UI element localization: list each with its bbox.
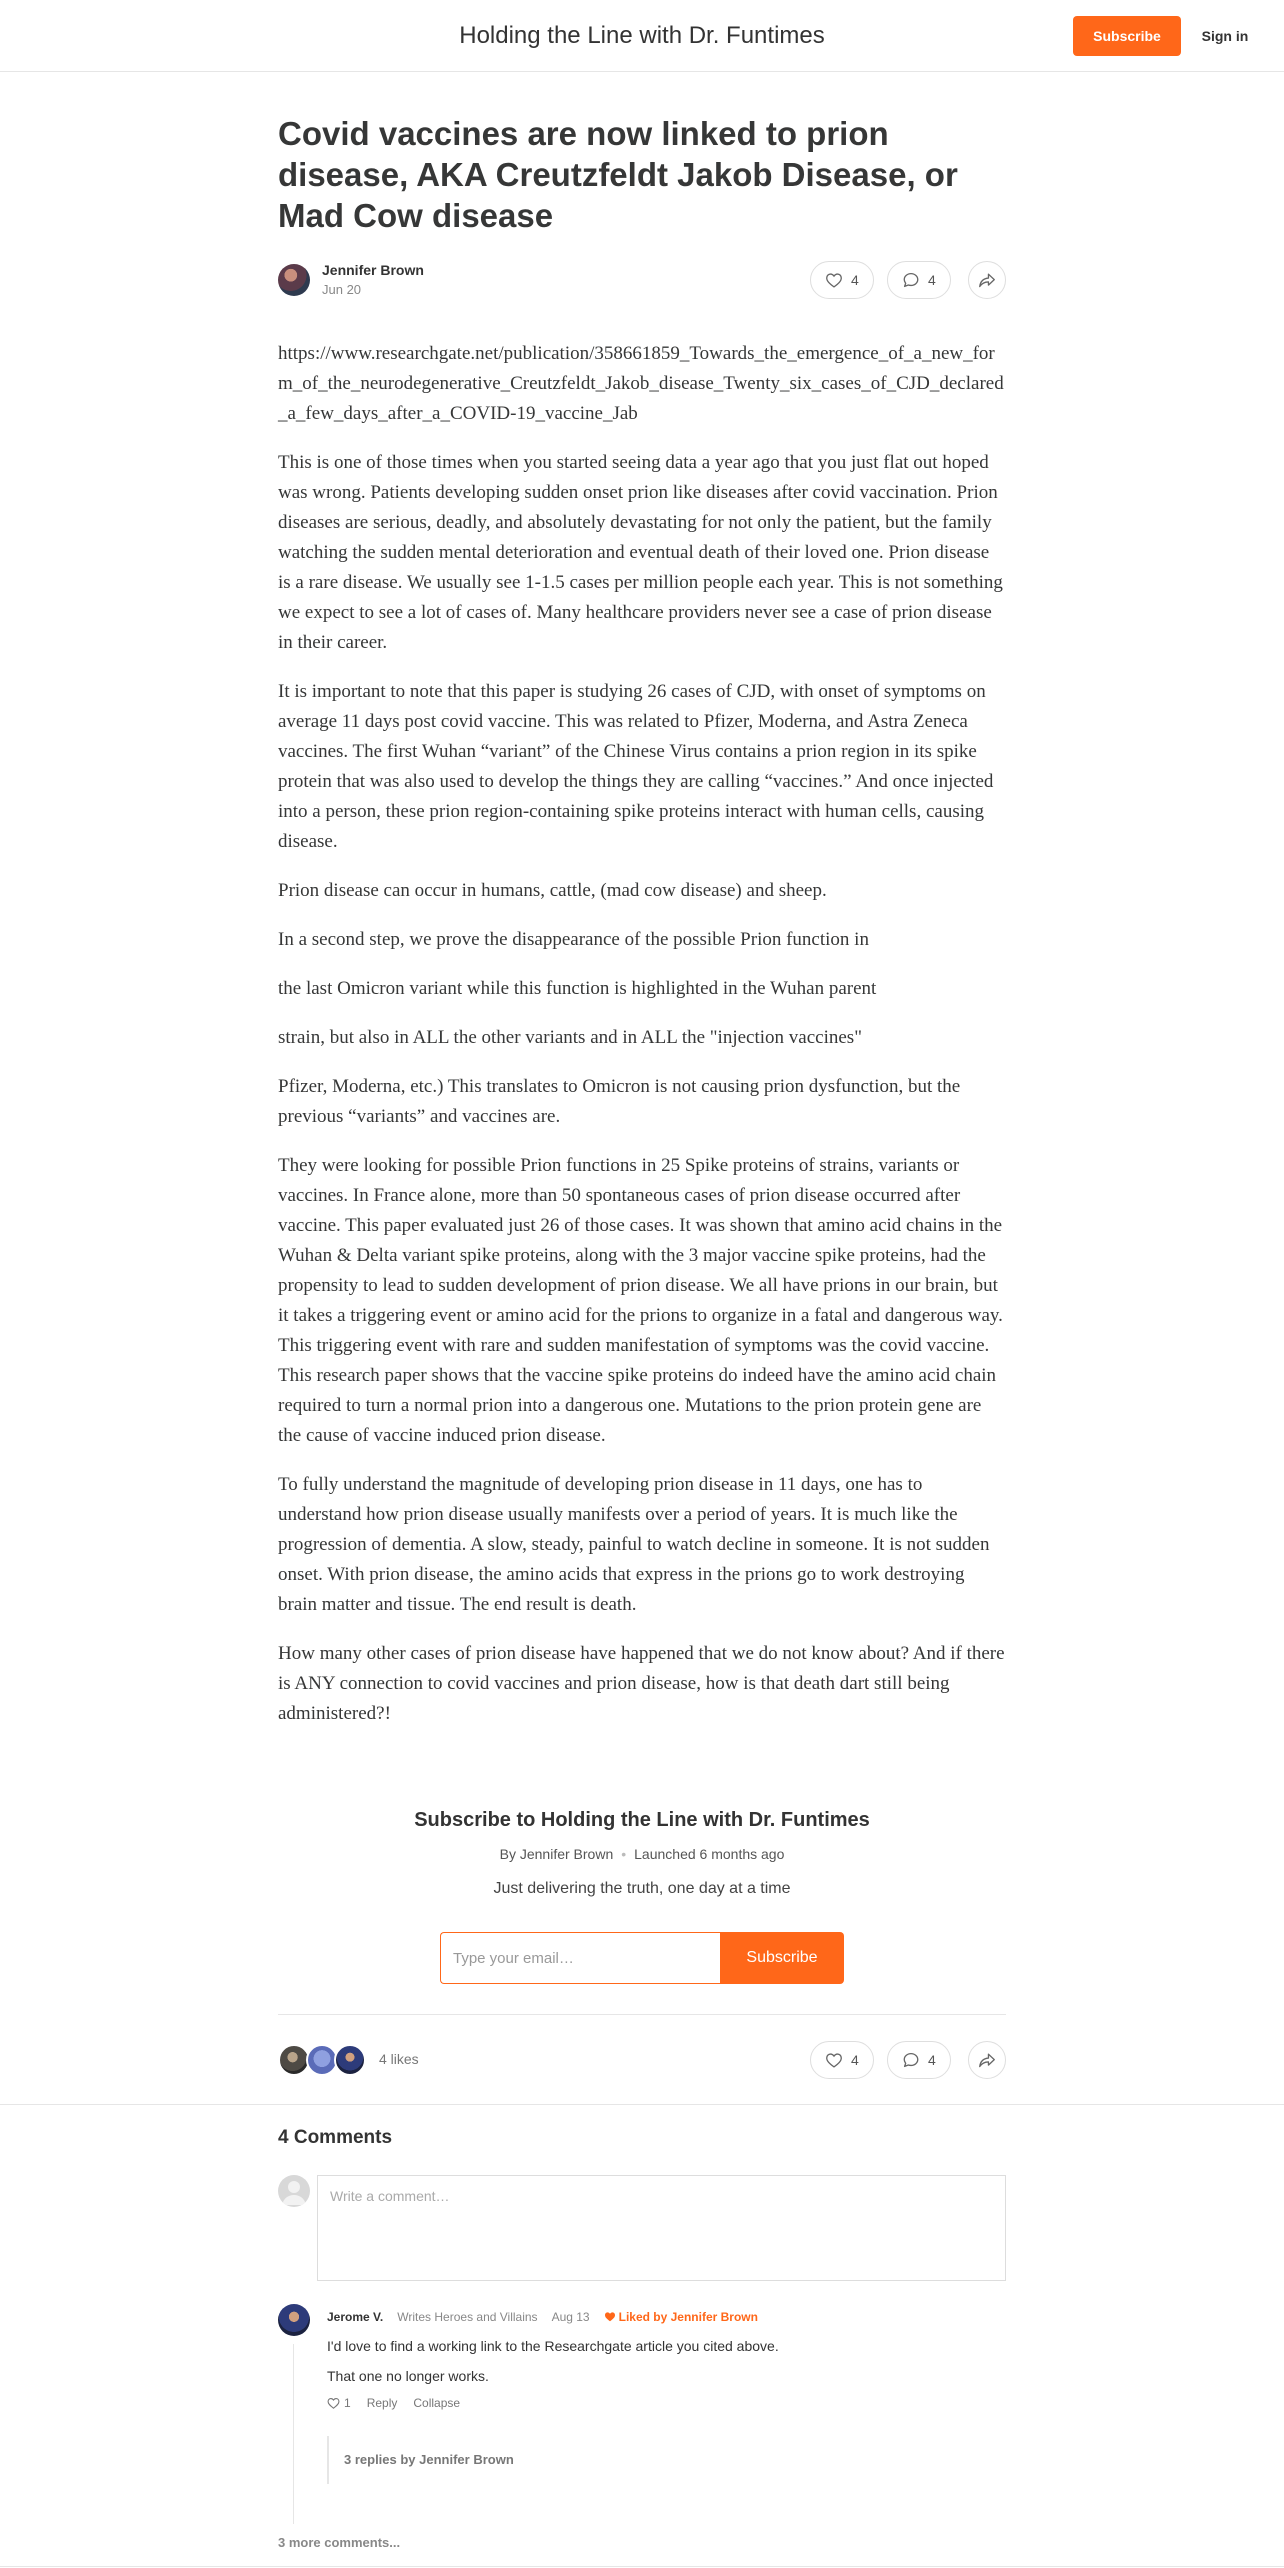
- commenter-name[interactable]: Jerome V.: [327, 2310, 384, 2324]
- comment-icon: [902, 271, 920, 289]
- paragraph: How many other cases of prion disease have happened that we do not know about? And if there is ANY connection to covid vaccines and prion disease, how is that death dart still being administered?!: [278, 1643, 1005, 1724]
- commenter-avatar[interactable]: [278, 2304, 310, 2336]
- user-avatar-placeholder: [278, 2175, 310, 2207]
- thread-line: [293, 2344, 294, 2524]
- liked-by-author: [604, 2310, 758, 2324]
- like-button[interactable]: [810, 261, 874, 299]
- like-count: 4: [851, 2052, 859, 2068]
- comment-actions: [327, 2396, 460, 2410]
- header-subscribe-button[interactable]: Subscribe: [1073, 16, 1181, 56]
- heart-icon: [327, 2397, 340, 2409]
- paragraph: They were looking for possible Prion functions in 25 Spike proteins of strains, variants or vaccines. In France alone, more than 50 spontaneous cases of prion disease occurred after vaccine. This paper evaluated just 26 of those cases. It was shown that amino acid chains in the Wuhan & Delta variant spike proteins, along with the 3 major vaccine spike proteins, had the propensity to lead to sudden development of prion disease. We all have prions in our brain, but it takes a triggering event or amino acid for the prions to organize in a fatal and dangerous way. This triggering event with rare and sudden manifestation of symptoms was the covid vaccine. This research paper shows that the vaccine spike proteins do indeed have the amino acid chain required to turn a normal prion into a dangerous one. Mutations to the prion protein gene are the cause of vaccine induced prion disease.: [278, 1155, 1003, 1446]
- footer-divider: [0, 2566, 1284, 2567]
- source-link[interactable]: https://www.researchgate.net/publication/358661859_Towards_the_emergence_of_a_new_form_of_the_neurodegenerative_Creutzfeldt_Jakob_disease_Twenty_six_cases_of_CJD_declared_a_few_days_after_a_COVID-19_vaccine_Jab: [278, 343, 1004, 424]
- comment-count: 4: [928, 2052, 936, 2068]
- comment-like-button[interactable]: [327, 2396, 351, 2410]
- comment-header: [327, 2309, 758, 2325]
- heart-filled-icon: [604, 2311, 616, 2322]
- separator-dot: •: [621, 1846, 627, 1862]
- subscribe-description: Just delivering the truth, one day at a time: [493, 1880, 791, 1897]
- author-avatar[interactable]: [278, 264, 310, 296]
- comment-icon: [902, 2051, 920, 2069]
- comment-count: 4: [928, 272, 936, 288]
- subscribe-button[interactable]: Subscribe: [720, 1932, 844, 1984]
- user-icon: [278, 2175, 310, 2207]
- comment-like-count: 1: [344, 2396, 351, 2410]
- subscribe-meta: [278, 1844, 1006, 1864]
- more-comments-link[interactable]: 3 more comments...: [278, 2535, 401, 2550]
- comment-input[interactable]: [317, 2175, 1006, 2281]
- likes-label[interactable]: 4 likes: [379, 2051, 419, 2067]
- section-divider: [0, 2104, 1284, 2105]
- paragraph: In a second step, we prove the disappearance of the possible Prion function in: [278, 929, 869, 950]
- sign-in-button[interactable]: Sign in: [1190, 16, 1260, 56]
- comment: [278, 2304, 1006, 2484]
- subscribe-form: [440, 1932, 844, 1984]
- top-bar: [0, 0, 1284, 72]
- show-replies-link[interactable]: 3 replies by Jennifer Brown: [344, 2452, 514, 2467]
- paragraph: strain, but also in ALL the other variants and in ALL the "injection vaccines": [278, 1027, 862, 1048]
- post-title: Covid vaccines are now linked to prion disease, AKA Creutzfeldt Jakob Disease, or Mad Cow disease: [278, 115, 958, 234]
- divider: [278, 2014, 1006, 2015]
- comments-heading: 4 Comments: [278, 2127, 393, 2148]
- subscribe-author: By Jennifer Brown: [499, 1846, 614, 1862]
- subscribe-box: [278, 1806, 1006, 1986]
- byline: [278, 258, 1006, 302]
- comment-button[interactable]: [887, 261, 951, 299]
- publication-title[interactable]: Holding the Line with Dr. Funtimes: [459, 22, 825, 49]
- comment-date[interactable]: Aug 13: [551, 2310, 590, 2324]
- share-button-bottom[interactable]: [968, 2041, 1006, 2079]
- email-input[interactable]: [440, 1932, 720, 1984]
- share-icon: [978, 272, 996, 288]
- paragraph: To fully understand the magnitude of developing prion disease in 11 days, one has to understand how prion disease usually manifests over a period of years. It is much like the progression of dementia. A slow, steady, painful to watch decline in someone. It is not sudden onset. With prion disease, the amino acids that express in the prions go to work destroying brain matter and tissue. The end result is death.: [278, 1474, 990, 1615]
- launch-info: Launched 6 months ago: [634, 1846, 785, 1862]
- comment-composer: [278, 2175, 1006, 2281]
- liked-by-label: Liked by Jennifer Brown: [618, 2310, 758, 2324]
- paragraph: It is important to note that this paper is studying 26 cases of CJD, with onset of symptoms on average 11 days post covid vaccine. This was related to Pfizer, Moderna, and Astra Zeneca vaccines. The first Wuhan “variant” of the Chinese Virus contains a prion region in its spike protein that was also used to develop the things they are calling “vaccines.” And once injected into a person, these prion region-containing spike proteins interact with human cells, causing disease.: [278, 681, 994, 852]
- paragraph: This is one of those times when you started seeing data a year ago that you just flat out hoped was wrong. Patients developing sudden onset prion like diseases after covid vaccination. Prion diseases are serious, deadly, and absolutely devastating for not only the patient, but the family watching the sudden mental deterioration and eventual death of their loved one. Prion disease is a rare disease. We usually see 1-1.5 cases per million people each year. This is not something we expect to see a lot of cases of. Many healthcare providers never see a case of prion disease in their career.: [278, 452, 1003, 653]
- heart-icon: [825, 272, 843, 288]
- replies-thread: [327, 2436, 514, 2484]
- paragraph: Pfizer, Moderna, etc.) This translates to Omicron is not causing prion dysfunction, but the previous “variants” and vaccines are.: [278, 1076, 961, 1127]
- subscribe-title: Subscribe to Holding the Line with Dr. Funtimes: [414, 1809, 870, 1831]
- comment-button-bottom[interactable]: [887, 2041, 951, 2079]
- like-button-bottom[interactable]: [810, 2041, 874, 2079]
- heart-icon: [825, 2052, 843, 2068]
- comment-text: That one no longer works.: [327, 2368, 489, 2384]
- author-name[interactable]: Jennifer Brown: [322, 262, 424, 278]
- share-button[interactable]: [968, 261, 1006, 299]
- share-icon: [978, 2052, 996, 2068]
- commenter-subtitle[interactable]: Writes Heroes and Villains: [397, 2310, 538, 2324]
- collapse-button[interactable]: Collapse: [413, 2396, 461, 2410]
- like-count: 4: [851, 272, 859, 288]
- post-date: Jun 20: [322, 282, 362, 297]
- post-body: [278, 339, 1006, 1748]
- paragraph: Prion disease can occur in humans, cattle, (mad cow disease) and sheep.: [278, 880, 827, 901]
- reply-button[interactable]: Reply: [366, 2396, 398, 2410]
- paragraph: the last Omicron variant while this function is highlighted in the Wuhan parent: [278, 978, 877, 999]
- comment-text: I'd love to find a working link to the Researchgate article you cited above.: [327, 2338, 779, 2354]
- liker-avatar[interactable]: [334, 2044, 366, 2076]
- likes-row: [278, 2040, 1006, 2080]
